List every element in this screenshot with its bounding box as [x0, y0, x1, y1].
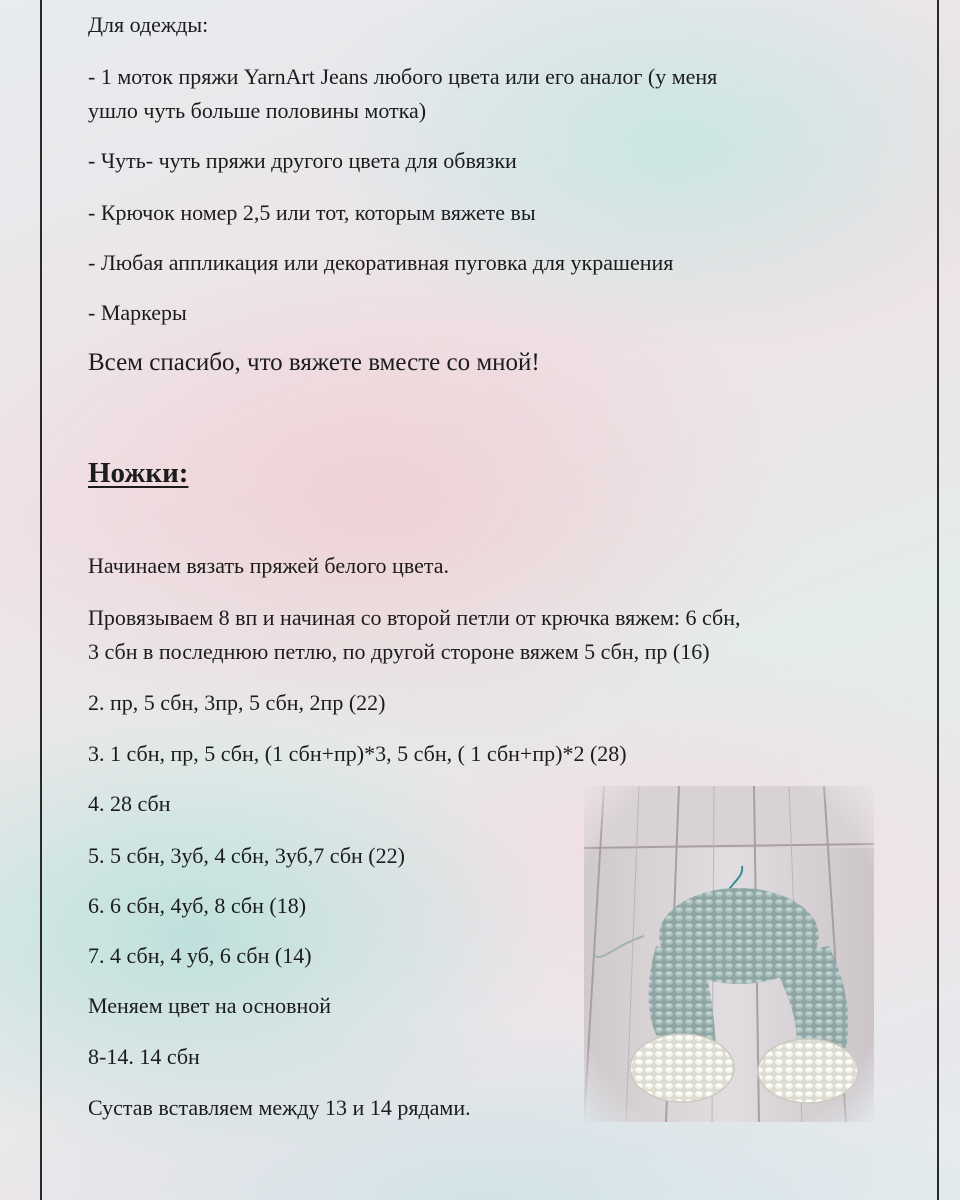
- legs-line-row3: 3. 1 сбн, пр, 5 сбн, (1 сбн+пр)*3, 5 сбн, ( 1 сбн+пр)*2 (28): [88, 741, 627, 766]
- legs-line-row6: 6. 6 сбн, 4уб, 8 сбн (18): [88, 893, 307, 918]
- materials-item-yarn: - 1 моток пряжи YarnArt Jeans любого цвета или его аналог (у меня: [88, 64, 718, 89]
- crochet-legs-photo: [584, 786, 874, 1122]
- legs-line-row1: Провязываем 8 вп и начиная со второй петли от крючка вяжем: 6 сбн,: [88, 605, 741, 630]
- section-heading-legs: Ножки:: [88, 457, 189, 489]
- legs-line-row5: 5. 5 сбн, 3уб, 4 сбн, 3уб,7 сбн (22): [88, 843, 405, 868]
- materials-item-hook: - Крючок номер 2,5 или тот, которым вяжете вы: [88, 200, 536, 225]
- right-border-line: [937, 0, 939, 1200]
- thanks-text: Всем спасибо, что вяжете вместе со мной!: [88, 349, 540, 376]
- left-border-line: [40, 0, 42, 1200]
- legs-line-row2: 2. пр, 5 сбн, 3пр, 5 сбн, 2пр (22): [88, 690, 386, 715]
- legs-line-start: Начинаем вязать пряжей белого цвета.: [88, 553, 449, 578]
- materials-item-yarn-cont: ушло чуть больше половины мотка): [88, 98, 427, 123]
- legs-line-joint: Сустав вставляем между 13 и 14 рядами.: [88, 1095, 471, 1120]
- crochet-legs-illustration: [584, 786, 874, 1122]
- legs-line-rows-8-14: 8-14. 14 сбн: [88, 1044, 200, 1069]
- materials-item-trim-yarn: - Чуть- чуть пряжи другого цвета для обвязки: [88, 148, 517, 173]
- materials-item-markers: - Маркеры: [88, 300, 187, 325]
- legs-line-row7: 7. 4 сбн, 4 уб, 6 сбн (14): [88, 943, 312, 968]
- legs-line-color-change: Меняем цвет на основной: [88, 993, 332, 1018]
- legs-line-row1-cont: 3 сбн в последнюю петлю, по другой стороне вяжем 5 сбн, пр (16): [88, 639, 710, 664]
- materials-title: Для одежды:: [88, 12, 209, 37]
- materials-item-applique: - Любая аппликация или декоративная пуговка для украшения: [88, 250, 674, 275]
- legs-line-row4: 4. 28 сбн: [88, 791, 171, 816]
